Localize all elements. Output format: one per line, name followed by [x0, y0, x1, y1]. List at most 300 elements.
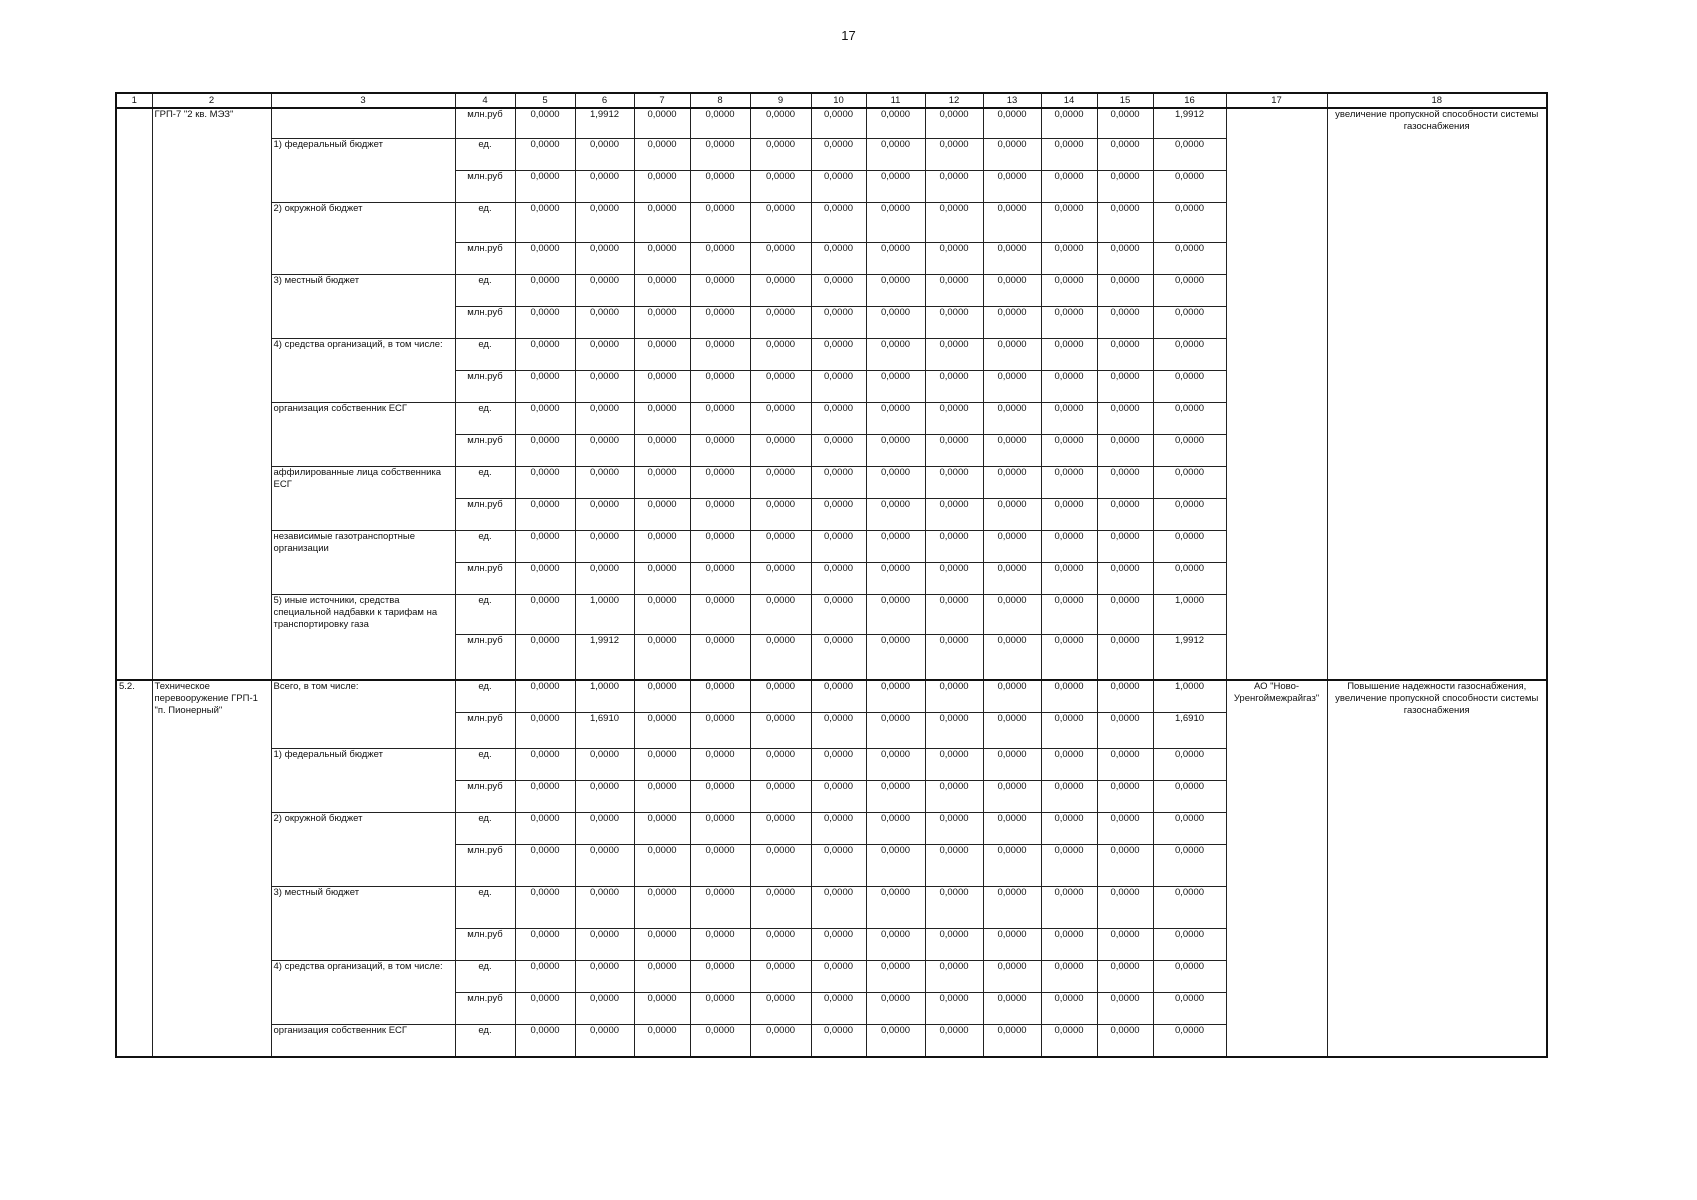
funding-source-label: 4) средства организаций, в том числе:: [271, 960, 455, 1024]
col-header: 2: [152, 93, 271, 108]
value-cell: 0,0000: [515, 780, 575, 812]
executor-org: [1226, 108, 1327, 680]
col-header: 13: [983, 93, 1041, 108]
col-header: 8: [690, 93, 750, 108]
value-cell: 0,0000: [634, 992, 690, 1024]
value-cell: 0,0000: [811, 960, 866, 992]
value-cell: 0,0000: [634, 170, 690, 202]
section-code: [116, 108, 152, 680]
table-row: [116, 108, 1547, 138]
value-cell: 0,0000: [1153, 370, 1226, 402]
value-cell: 0,0000: [634, 812, 690, 844]
value-cell: 0,0000: [750, 530, 811, 562]
value-cell: 0,0000: [811, 780, 866, 812]
value-cell: 0,0000: [634, 844, 690, 886]
value-cell: 0,0000: [1153, 202, 1226, 242]
value-cell: 0,0000: [866, 108, 925, 138]
value-cell: 0,0000: [1041, 466, 1097, 498]
col-header: 6: [575, 93, 634, 108]
value-cell: 0,0000: [750, 108, 811, 138]
unit-cell: млн.руб: [455, 928, 515, 960]
value-cell: 0,0000: [750, 242, 811, 274]
value-cell: 0,0000: [1041, 498, 1097, 530]
col-header: 5: [515, 93, 575, 108]
value-cell: 0,0000: [983, 594, 1041, 634]
col-header: 11: [866, 93, 925, 108]
value-cell: 0,0000: [983, 202, 1041, 242]
value-cell: 0,0000: [750, 202, 811, 242]
value-cell: 0,0000: [1153, 1024, 1226, 1057]
value-cell: 0,0000: [634, 370, 690, 402]
value-cell: 0,0000: [575, 338, 634, 370]
value-cell: 0,0000: [925, 680, 983, 712]
value-cell: 0,0000: [1153, 402, 1226, 434]
value-cell: 0,0000: [811, 498, 866, 530]
value-cell: 0,0000: [983, 960, 1041, 992]
value-cell: 0,0000: [634, 680, 690, 712]
value-cell: 0,0000: [983, 886, 1041, 928]
value-cell: 0,0000: [515, 170, 575, 202]
value-cell: 0,0000: [811, 812, 866, 844]
value-cell: 0,0000: [750, 274, 811, 306]
value-cell: 0,0000: [925, 634, 983, 680]
col-header: 12: [925, 93, 983, 108]
value-cell: 0,0000: [1041, 748, 1097, 780]
value-cell: 0,0000: [575, 1024, 634, 1057]
value-cell: 0,0000: [1153, 960, 1226, 992]
value-cell: 0,0000: [866, 748, 925, 780]
header-row: [116, 93, 1547, 108]
value-cell: 0,0000: [690, 886, 750, 928]
value-cell: 1,9912: [1153, 634, 1226, 680]
value-cell: 0,0000: [515, 1024, 575, 1057]
value-cell: 0,0000: [925, 530, 983, 562]
col-header: 14: [1041, 93, 1097, 108]
value-cell: 0,0000: [1041, 306, 1097, 338]
col-header: 1: [116, 93, 152, 108]
value-cell: 0,0000: [515, 928, 575, 960]
value-cell: 0,0000: [634, 338, 690, 370]
value-cell: 0,0000: [811, 170, 866, 202]
value-cell: 0,0000: [811, 202, 866, 242]
value-cell: 0,0000: [1097, 170, 1153, 202]
funding-source-label: 4) средства организаций, в том числе:: [271, 338, 455, 402]
value-cell: 0,0000: [750, 780, 811, 812]
value-cell: 0,0000: [1041, 594, 1097, 634]
col-header: 3: [271, 93, 455, 108]
value-cell: 0,0000: [634, 306, 690, 338]
value-cell: 0,0000: [690, 844, 750, 886]
unit-cell: млн.руб: [455, 170, 515, 202]
value-cell: 0,0000: [866, 928, 925, 960]
value-cell: 0,0000: [634, 748, 690, 780]
value-cell: 0,0000: [690, 202, 750, 242]
unit-cell: млн.руб: [455, 242, 515, 274]
value-cell: 0,0000: [1041, 680, 1097, 712]
unit-cell: млн.руб: [455, 108, 515, 138]
value-cell: 0,0000: [634, 434, 690, 466]
col-header: 18: [1327, 93, 1547, 108]
value-cell: 0,0000: [925, 712, 983, 748]
value-cell: 0,0000: [983, 680, 1041, 712]
value-cell: 0,0000: [866, 844, 925, 886]
value-cell: 0,0000: [925, 370, 983, 402]
value-cell: 0,0000: [1153, 242, 1226, 274]
unit-cell: ед.: [455, 886, 515, 928]
value-cell: 0,0000: [866, 530, 925, 562]
value-cell: 0,0000: [750, 466, 811, 498]
value-cell: 0,0000: [690, 680, 750, 712]
col-header: 17: [1226, 93, 1327, 108]
value-cell: 0,0000: [1097, 992, 1153, 1024]
value-cell: 0,0000: [515, 498, 575, 530]
funding-source-label: 2) окружной бюджет: [271, 202, 455, 274]
value-cell: 0,0000: [515, 338, 575, 370]
section-name: ГРП-7 "2 кв. МЭЗ": [152, 108, 271, 680]
value-cell: 0,0000: [866, 712, 925, 748]
value-cell: 0,0000: [690, 780, 750, 812]
value-cell: 0,0000: [925, 562, 983, 594]
value-cell: 0,0000: [983, 306, 1041, 338]
value-cell: 0,0000: [1041, 928, 1097, 960]
value-cell: 0,0000: [983, 1024, 1041, 1057]
value-cell: 0,0000: [515, 466, 575, 498]
value-cell: 0,0000: [1153, 306, 1226, 338]
value-cell: 0,0000: [515, 634, 575, 680]
value-cell: 0,0000: [1097, 498, 1153, 530]
value-cell: 0,0000: [575, 960, 634, 992]
page-number: 17: [841, 28, 856, 43]
value-cell: 0,0000: [1153, 562, 1226, 594]
value-cell: 0,0000: [925, 138, 983, 170]
value-cell: 0,0000: [1041, 844, 1097, 886]
value-cell: 0,0000: [925, 202, 983, 242]
col-header: 7: [634, 93, 690, 108]
value-cell: 0,0000: [866, 992, 925, 1024]
value-cell: 0,0000: [690, 992, 750, 1024]
value-cell: 0,0000: [1097, 712, 1153, 748]
value-cell: 0,0000: [1153, 886, 1226, 928]
value-cell: 0,0000: [983, 466, 1041, 498]
value-cell: 0,0000: [983, 370, 1041, 402]
value-cell: 0,0000: [575, 498, 634, 530]
value-cell: 0,0000: [690, 434, 750, 466]
value-cell: 0,0000: [750, 1024, 811, 1057]
section-code: 5.2.: [116, 680, 152, 1057]
value-cell: 0,0000: [866, 680, 925, 712]
value-cell: 0,0000: [750, 138, 811, 170]
value-cell: 0,0000: [634, 498, 690, 530]
value-cell: 0,0000: [866, 780, 925, 812]
unit-cell: ед.: [455, 594, 515, 634]
value-cell: 0,0000: [634, 138, 690, 170]
value-cell: 0,0000: [866, 138, 925, 170]
value-cell: 0,0000: [690, 338, 750, 370]
value-cell: 0,0000: [690, 466, 750, 498]
value-cell: 0,0000: [634, 712, 690, 748]
value-cell: 0,0000: [690, 370, 750, 402]
table-body: [116, 108, 1547, 1057]
value-cell: 0,0000: [750, 812, 811, 844]
value-cell: 0,0000: [983, 338, 1041, 370]
value-cell: 0,0000: [811, 402, 866, 434]
value-cell: 0,0000: [1041, 338, 1097, 370]
value-cell: 0,0000: [634, 108, 690, 138]
value-cell: 1,0000: [575, 680, 634, 712]
value-cell: 1,0000: [1153, 680, 1226, 712]
value-cell: 0,0000: [866, 1024, 925, 1057]
value-cell: 0,0000: [575, 370, 634, 402]
value-cell: 0,0000: [515, 562, 575, 594]
value-cell: 0,0000: [1041, 108, 1097, 138]
value-cell: 0,0000: [575, 562, 634, 594]
value-cell: 0,0000: [515, 992, 575, 1024]
value-cell: 0,0000: [811, 138, 866, 170]
value-cell: 0,0000: [811, 928, 866, 960]
unit-cell: млн.руб: [455, 844, 515, 886]
value-cell: 0,0000: [575, 886, 634, 928]
value-cell: 0,0000: [1041, 960, 1097, 992]
value-cell: 0,0000: [1041, 634, 1097, 680]
unit-cell: ед.: [455, 466, 515, 498]
value-cell: 0,0000: [1097, 108, 1153, 138]
value-cell: 0,0000: [634, 562, 690, 594]
value-cell: 0,0000: [866, 562, 925, 594]
value-cell: 0,0000: [1097, 960, 1153, 992]
value-cell: 0,0000: [811, 338, 866, 370]
value-cell: 0,0000: [690, 306, 750, 338]
value-cell: 0,0000: [866, 434, 925, 466]
value-cell: 0,0000: [983, 530, 1041, 562]
table-row: [116, 680, 1547, 712]
value-cell: 0,0000: [515, 138, 575, 170]
value-cell: 0,0000: [811, 712, 866, 748]
value-cell: 0,0000: [1153, 138, 1226, 170]
value-cell: 0,0000: [750, 370, 811, 402]
value-cell: 0,0000: [515, 530, 575, 562]
value-cell: 0,0000: [575, 202, 634, 242]
value-cell: 0,0000: [1153, 170, 1226, 202]
value-cell: 0,0000: [750, 634, 811, 680]
value-cell: 0,0000: [1097, 594, 1153, 634]
unit-cell: млн.руб: [455, 498, 515, 530]
value-cell: 0,0000: [634, 634, 690, 680]
value-cell: 0,0000: [866, 466, 925, 498]
value-cell: 0,0000: [634, 886, 690, 928]
value-cell: 0,0000: [811, 886, 866, 928]
value-cell: 0,0000: [634, 530, 690, 562]
value-cell: 0,0000: [983, 242, 1041, 274]
unit-cell: ед.: [455, 402, 515, 434]
unit-cell: ед.: [455, 748, 515, 780]
value-cell: 0,0000: [925, 960, 983, 992]
value-cell: 0,0000: [750, 844, 811, 886]
funding-source-label: аффилированные лица собственника ЕСГ: [271, 466, 455, 530]
value-cell: 0,0000: [1041, 274, 1097, 306]
value-cell: 0,0000: [925, 886, 983, 928]
value-cell: 0,0000: [515, 960, 575, 992]
value-cell: 0,0000: [1153, 466, 1226, 498]
unit-cell: ед.: [455, 202, 515, 242]
value-cell: 0,0000: [811, 634, 866, 680]
value-cell: 0,0000: [690, 594, 750, 634]
value-cell: 0,0000: [866, 498, 925, 530]
value-cell: 0,0000: [750, 594, 811, 634]
value-cell: 0,0000: [1041, 402, 1097, 434]
value-cell: 0,0000: [750, 498, 811, 530]
value-cell: 0,0000: [811, 748, 866, 780]
value-cell: 0,0000: [690, 812, 750, 844]
value-cell: 0,0000: [866, 402, 925, 434]
value-cell: 0,0000: [634, 960, 690, 992]
value-cell: 0,0000: [925, 812, 983, 844]
value-cell: 0,0000: [515, 402, 575, 434]
value-cell: 0,0000: [866, 170, 925, 202]
value-cell: 0,0000: [866, 370, 925, 402]
value-cell: 0,0000: [750, 960, 811, 992]
value-cell: 0,0000: [983, 992, 1041, 1024]
value-cell: 0,0000: [634, 1024, 690, 1057]
value-cell: 0,0000: [690, 928, 750, 960]
value-cell: 0,0000: [1153, 812, 1226, 844]
value-cell: 0,0000: [1153, 274, 1226, 306]
value-cell: 0,0000: [575, 748, 634, 780]
value-cell: 0,0000: [1097, 274, 1153, 306]
value-cell: 0,0000: [983, 170, 1041, 202]
value-cell: 0,0000: [1097, 562, 1153, 594]
value-cell: 0,0000: [690, 138, 750, 170]
value-cell: 0,0000: [866, 306, 925, 338]
value-cell: 0,0000: [575, 402, 634, 434]
value-cell: 0,0000: [925, 402, 983, 434]
value-cell: 0,0000: [1097, 530, 1153, 562]
value-cell: 0,0000: [750, 306, 811, 338]
value-cell: 0,0000: [515, 844, 575, 886]
value-cell: 0,0000: [634, 928, 690, 960]
unit-cell: ед.: [455, 1024, 515, 1057]
value-cell: 0,0000: [811, 466, 866, 498]
unit-cell: млн.руб: [455, 992, 515, 1024]
value-cell: 0,0000: [750, 434, 811, 466]
executor-org: АО "Ново-Уренгоймежрайгаз": [1226, 680, 1327, 1057]
purpose-note: Повышение надежности газоснабжения, увеличение пропускной способности системы газоснабжения: [1327, 680, 1547, 1057]
value-cell: 1,6910: [1153, 712, 1226, 748]
value-cell: 0,0000: [515, 108, 575, 138]
value-cell: 0,0000: [690, 634, 750, 680]
value-cell: 0,0000: [690, 242, 750, 274]
value-cell: 0,0000: [1041, 886, 1097, 928]
value-cell: 0,0000: [1041, 530, 1097, 562]
value-cell: 0,0000: [983, 812, 1041, 844]
value-cell: 0,0000: [1097, 306, 1153, 338]
value-cell: 0,0000: [575, 466, 634, 498]
value-cell: 0,0000: [1153, 498, 1226, 530]
value-cell: 1,6910: [575, 712, 634, 748]
value-cell: 0,0000: [750, 562, 811, 594]
value-cell: 0,0000: [575, 434, 634, 466]
value-cell: 0,0000: [925, 780, 983, 812]
value-cell: 0,0000: [1041, 370, 1097, 402]
value-cell: 0,0000: [1097, 680, 1153, 712]
value-cell: 0,0000: [575, 274, 634, 306]
unit-cell: ед.: [455, 812, 515, 844]
funding-source-label: 2) окружной бюджет: [271, 812, 455, 886]
value-cell: 0,0000: [983, 434, 1041, 466]
value-cell: 0,0000: [750, 712, 811, 748]
unit-cell: млн.руб: [455, 434, 515, 466]
value-cell: 0,0000: [515, 594, 575, 634]
section-name: Техническое перевооружение ГРП-1 "п. Пионерный": [152, 680, 271, 1057]
unit-cell: ед.: [455, 680, 515, 712]
funding-source-label: [271, 108, 455, 138]
value-cell: 0,0000: [634, 402, 690, 434]
value-cell: 0,0000: [1041, 1024, 1097, 1057]
value-cell: 0,0000: [690, 108, 750, 138]
value-cell: 0,0000: [983, 634, 1041, 680]
value-cell: 1,0000: [575, 594, 634, 634]
value-cell: 0,0000: [1097, 402, 1153, 434]
value-cell: 0,0000: [750, 170, 811, 202]
value-cell: 0,0000: [690, 748, 750, 780]
value-cell: 0,0000: [750, 680, 811, 712]
value-cell: 0,0000: [866, 594, 925, 634]
unit-cell: ед.: [455, 338, 515, 370]
funding-source-label: Всего, в том числе:: [271, 680, 455, 748]
value-cell: 0,0000: [811, 274, 866, 306]
value-cell: 0,0000: [811, 242, 866, 274]
value-cell: 0,0000: [925, 594, 983, 634]
funding-source-label: 1) федеральный бюджет: [271, 748, 455, 812]
value-cell: 0,0000: [1097, 370, 1153, 402]
value-cell: 0,0000: [690, 170, 750, 202]
value-cell: 0,0000: [1097, 780, 1153, 812]
value-cell: 0,0000: [811, 370, 866, 402]
value-cell: 0,0000: [983, 780, 1041, 812]
value-cell: 0,0000: [515, 886, 575, 928]
funding-source-label: организация собственник ЕСГ: [271, 402, 455, 466]
funding-source-label: 5) иные источники, средства специальной надбавки к тарифам на транспортировку газа: [271, 594, 455, 680]
unit-cell: млн.руб: [455, 634, 515, 680]
value-cell: 0,0000: [1041, 434, 1097, 466]
funding-source-label: 3) местный бюджет: [271, 886, 455, 960]
value-cell: 0,0000: [1097, 748, 1153, 780]
value-cell: 0,0000: [750, 402, 811, 434]
value-cell: 0,0000: [750, 886, 811, 928]
funding-source-label: независимые газотранспортные организации: [271, 530, 455, 594]
value-cell: 0,0000: [634, 202, 690, 242]
value-cell: 0,0000: [634, 274, 690, 306]
value-cell: 0,0000: [1153, 338, 1226, 370]
value-cell: 0,0000: [925, 108, 983, 138]
value-cell: 0,0000: [925, 928, 983, 960]
value-cell: 0,0000: [983, 712, 1041, 748]
unit-cell: млн.руб: [455, 306, 515, 338]
value-cell: 0,0000: [575, 844, 634, 886]
value-cell: 0,0000: [1041, 138, 1097, 170]
value-cell: 0,0000: [925, 844, 983, 886]
value-cell: 0,0000: [1153, 748, 1226, 780]
value-cell: 0,0000: [866, 960, 925, 992]
value-cell: 0,0000: [690, 274, 750, 306]
value-cell: 0,0000: [575, 992, 634, 1024]
value-cell: 0,0000: [1153, 844, 1226, 886]
value-cell: 0,0000: [634, 466, 690, 498]
value-cell: 0,0000: [515, 680, 575, 712]
value-cell: 0,0000: [634, 780, 690, 812]
value-cell: 0,0000: [1153, 992, 1226, 1024]
value-cell: 0,0000: [866, 886, 925, 928]
value-cell: 0,0000: [1153, 530, 1226, 562]
